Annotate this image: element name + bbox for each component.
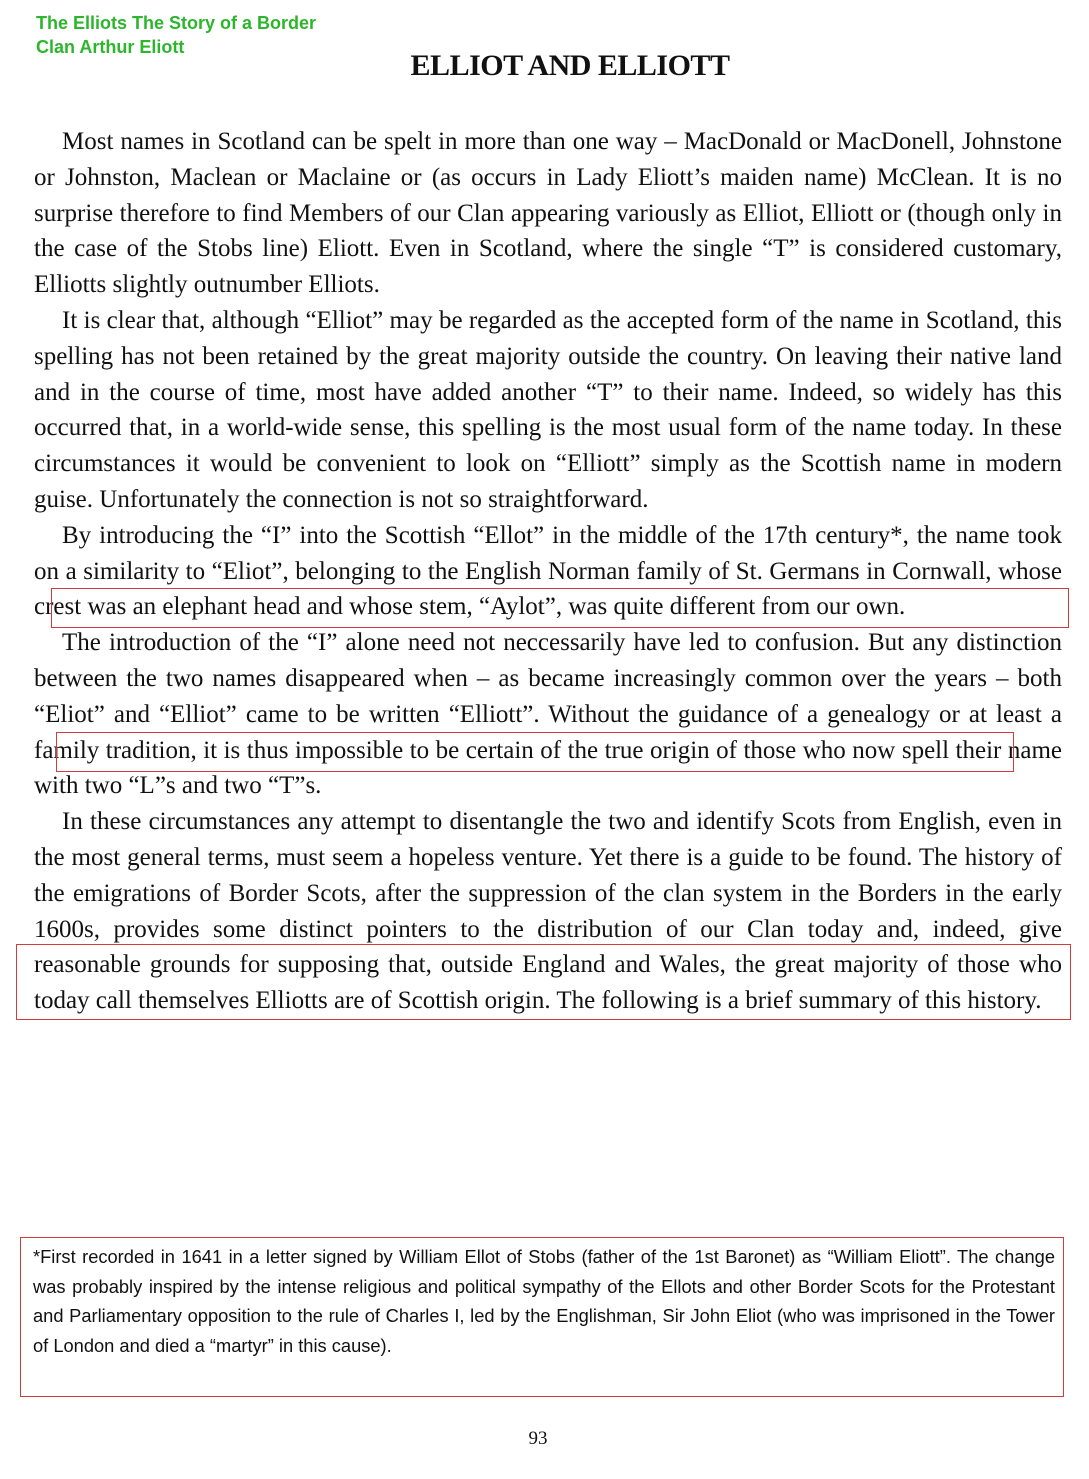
page-number: 93 — [528, 1428, 548, 1449]
paragraph-5: In these circumstances any attempt to disentangle the two and identify Scots from English, even in the most general terms, must seem a hopeless venture. Yet there is a guide to be found. The history of the emigrations of Border Scots, after the suppression of the clan system in the Borders in the early 1600s, provides some distinct pointers to the distribution of our Clan today and, indeed, give reasonable grounds for supposing that, outside England and Wales, the great majority of those who today call themselves Elliotts are of Scottish origin. The following is a brief summary of this history. — [34, 808, 1062, 1015]
paragraph-4: The introduction of the “I” alone need not neccessarily have led to confusion. But any distinction between the two names disappeared when – as became increasingly common over the years – both “Eliot” and “Elliot” came to be written “Elliott”. Without the guidance of a genealogy or at least a family tradition, it is thus impossible to be certain of the true origin of those who now spell their name with two “L”s and two “T”s. — [34, 629, 1062, 800]
paragraph-3: By introducing the “I” into the Scottish “Ellot” in the middle of the 17th century*, the name took on a similarity to “Eliot”, belonging to the English Norman family of St. Germans in Cornwall, whose crest was an elephant head and whose stem, “Aylot”, was quite different from our own. — [34, 521, 1062, 621]
body-text — [34, 124, 1062, 1019]
source-note-line-1: The Elliots The Story of a Border — [36, 13, 317, 33]
paragraph-1: Most names in Scotland can be spelt in more than one way – MacDonald or MacDonell, Johnstone or Johnston, Maclean or Maclaine or (as occurs in Lady Eliott’s maiden name) McClean. It is no surprise therefore to find Members of our Clan appearing variously as Elliot, Elliott or (though only in the case of the Stobs line) Eliott. Even in Scotland, where the single “T” is considered customary, Elliotts slightly outnumber Elliots. — [34, 128, 1062, 299]
paragraph-2: It is clear that, although “Elliot” may be regarded as the accepted form of the name in Scotland, this spelling has not been retained by the great majority outside the country. On leaving their native land and in the course of time, most have added another “T” to their name. Indeed, so widely has this occurred that, in a world-wide sense, this spelling is the most usual form of the name today. In these circumstances it would be convenient to look on “Elliott” simply as the Scottish name in modern guise. Unfortunately the connection is not so straightforward. — [34, 306, 1062, 513]
source-note-line-2: Clan Arthur Eliott — [36, 37, 185, 57]
page-title: ELLIOT AND ELLIOTT — [410, 49, 730, 82]
footnote — [20, 1237, 1064, 1397]
footnote-text: *First recorded in 1641 in a letter signed by William Ellot of Stobs (father of the 1st Baronet) as “William Eliott”. The change was probably inspired by the intense religious and political sympathy of the Ellots and other Border Scots for the Protestant and Parliamentary opposition to the rule of Charles I, led by the Englishman, Sir John Eliot (who was imprisoned in the Tower of London and died a “martyr” in this cause). — [33, 1246, 1055, 1356]
